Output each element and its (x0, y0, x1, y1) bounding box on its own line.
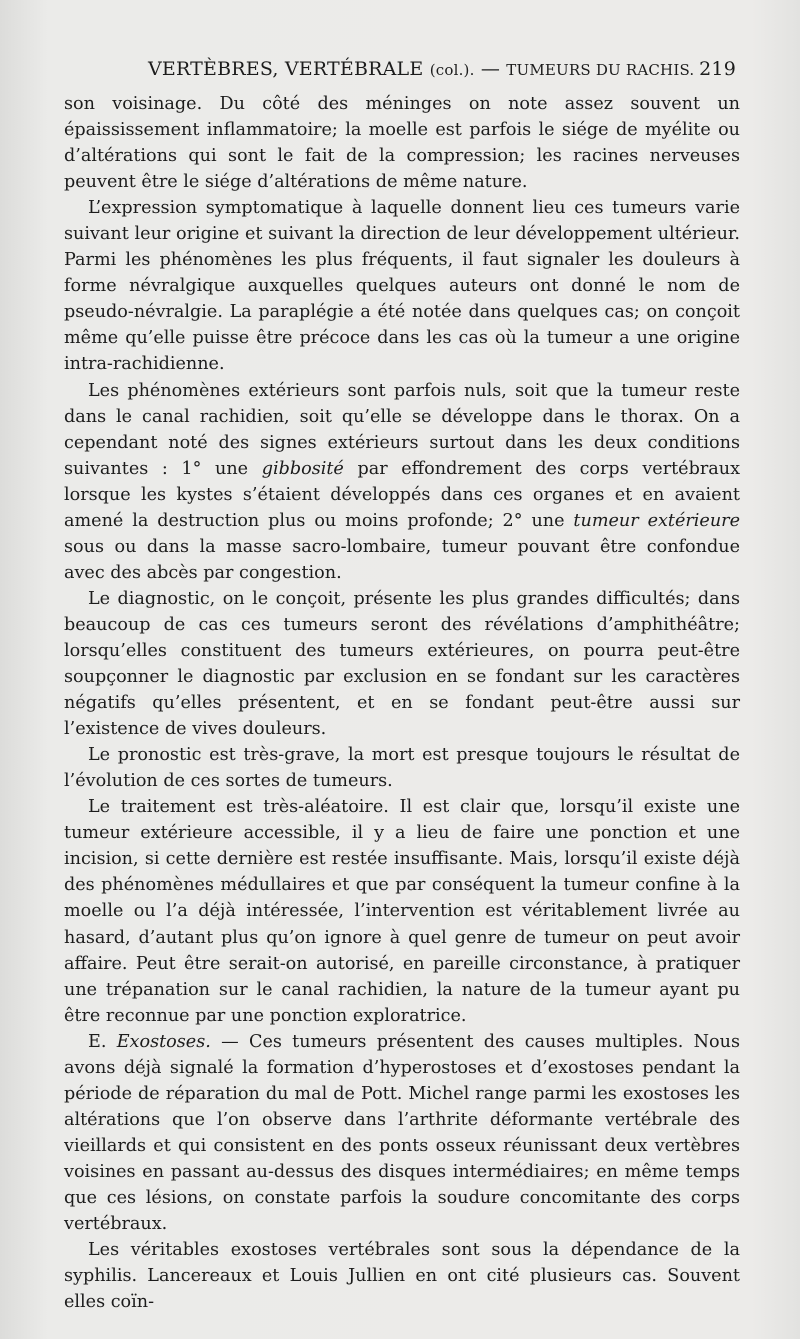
paragraph-3 (64, 378, 740, 586)
running-header (64, 58, 736, 90)
paragraph-2: L’expression symptomatique à laquelle donnent lieu ces tumeurs varie suivant leur origine et suivant la direction de leur développement ultérieur. Parmi les phénomènes les plus fréquents, il faut signaler les douleurs à forme névralgique auxquelles quelques auteurs ont donné le nom de pseudo-névralgie. La paraplégie a été notée dans quelques cas; on conçoit même qu’elle puisse être précoce dans les cas où la tumeur a une origine intra-rachidienne. (64, 198, 740, 375)
paragraph-6: Le traitement est très-aléatoire. Il est clair que, lorsqu’il existe une tumeur extérieure accessible, il y a lieu de faire une ponction et une incision, si cette dernière est restée insuffisante. Mais, lorsqu’il existe déjà des phénomènes médullaires et que par conséquent la tumeur confine à la moelle ou l’a déjà intéressée, l’intervention est véritablement livrée au hasard, d’autant plus qu’on ignore à quel genre de tumeur on peut avoir affaire. Peut être serait-on autorisé, en pareille circonstance, à pratiquer une trépanation sur le canal rachidien, la nature de la tumeur ayant pu être reconnue par une ponction exploratrice. (64, 797, 740, 1026)
page-number: 219 (699, 58, 736, 80)
term-tumeur-exterieure: tumeur extérieure (573, 510, 740, 531)
paragraph-3-part-c: par effondrement des corps vertébraux lorsque les kystes s’étaient développés dans ces organes et en avaient amené la destruction plus ou moins profonde; 2° une (64, 458, 740, 531)
header-separator: — (480, 58, 501, 80)
page-body (64, 91, 740, 1315)
paragraph-7 (64, 1029, 740, 1237)
header-title-col: (col.). (429, 61, 475, 79)
paragraph-7-text: — Ces tumeurs présentent des causes multiples. Nous avons déjà signalé la formation d’hyperostoses et d’exostoses pendant la période de réparation du mal de Pott. Michel range parmi les exostoses les altérations que l’on observe dans l’arthrite déformante vertébrale des vieillards et qui consistent en des ponts osseux réunissant deux vertèbres voisines en passant au-dessus des disques intermédiaires; en même temps que ces lésions, on constate parfois la soudure concomitante des corps vertébraux. (64, 1031, 740, 1235)
term-gibbosite: gibbosité (261, 458, 344, 479)
header-title (148, 58, 694, 80)
paragraph-8: Les véritables exostoses vertébrales sont sous la dépendance de la syphilis. Lancereaux et Louis Jullien en ont cité plusieurs cas. Souvent elles coïn- (64, 1240, 740, 1313)
header-section: TUMEURS DU RACHIS. (506, 61, 695, 79)
paragraph-5: Le pronostic est très-grave, la mort est presque toujours le résultat de l’évolution de ces sortes de tumeurs. (64, 745, 740, 792)
header-title-main: VERTÈBRES, VERTÉBRALE (148, 58, 424, 80)
paragraph-3-part-a: Les phénomènes extérieurs sont parfois nuls, soit que la tumeur reste dans le canal rachidien, soit qu’elle se développe dans le thorax. On a cependant noté des signes extérieurs surtout dans les deux conditions suivantes : 1° une (64, 380, 740, 479)
paragraph-4: Le diagnostic, on le conçoit, présente les plus grandes difficultés; dans beaucoup de cas ces tumeurs seront des révélations d’amphithéâtre; lorsqu’elles constituent des tumeurs extérieures, on pourra peut-être soupçonner le diagnostic par exclusion en se fondant sur les caractères négatifs qu’elles présentent, et en se fondant peut-être aussi sur l’existence de vives douleurs. (64, 588, 740, 740)
section-title-exostoses: Exostoses. (116, 1031, 211, 1052)
paragraph-3-part-e: sous ou dans la masse sacro-lombaire, tumeur pouvant être confondue avec des abcès par congestion. (64, 536, 740, 583)
paragraph-1: son voisinage. Du côté des méninges on note assez souvent un épaississement inflammatoire; la moelle est parfois le siége de myélite ou d’altérations qui sont le fait de la compression; les racines nerveuses peuvent être le siége d’altérations de même nature. (64, 94, 740, 193)
section-letter: E. (88, 1031, 117, 1052)
